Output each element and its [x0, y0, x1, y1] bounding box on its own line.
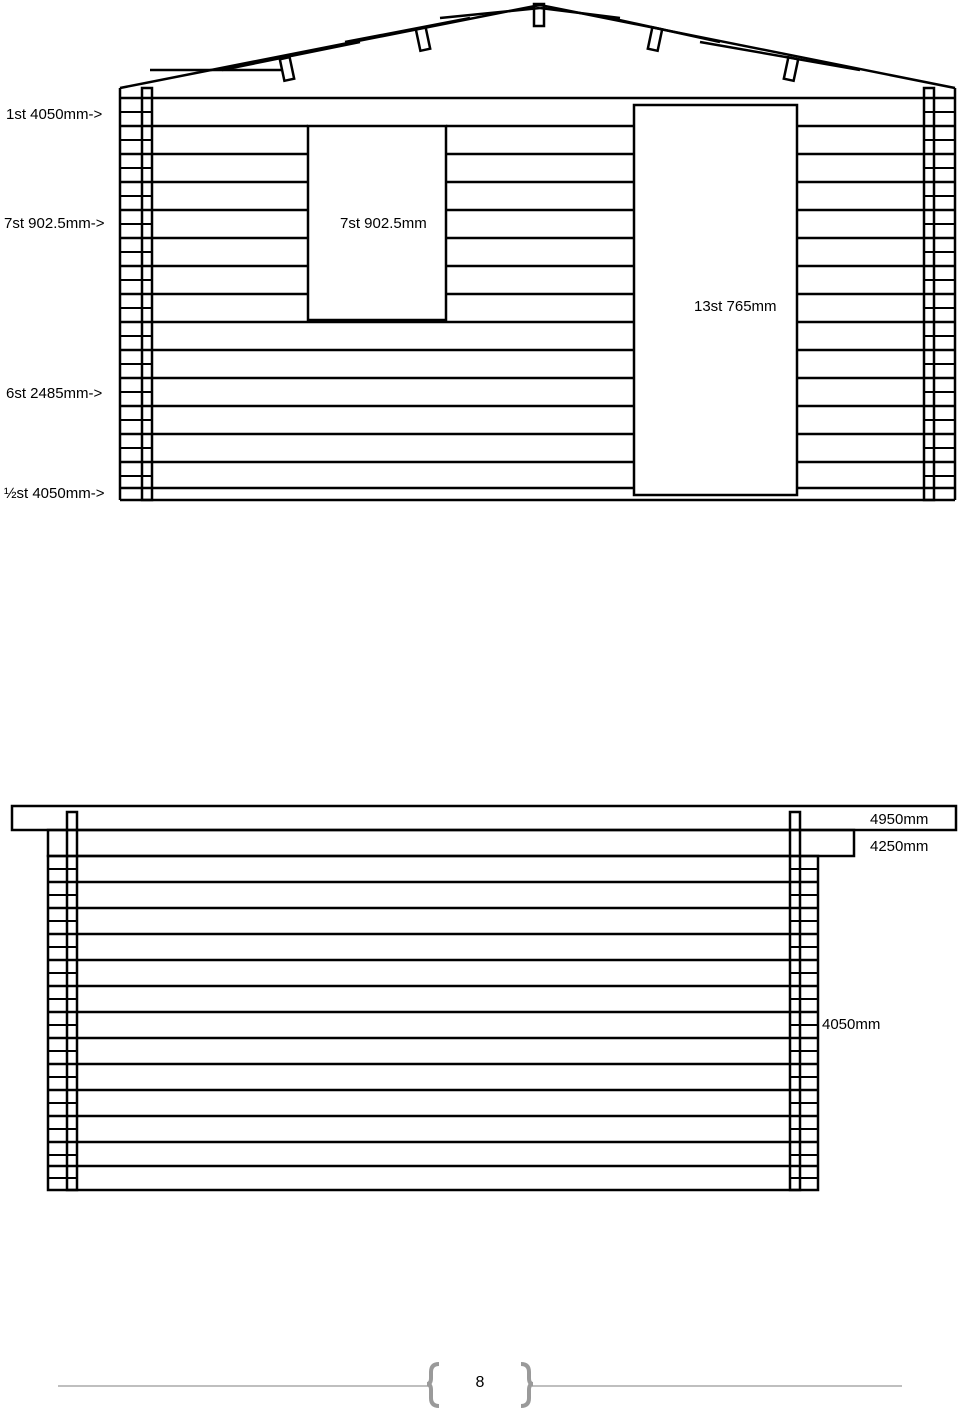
label-door-logs: 13st 765mm — [694, 298, 777, 315]
footer-rule-right — [532, 1385, 902, 1387]
label-half-log: ½st 4050mm-> — [4, 485, 105, 502]
label-wall-logs: 4050mm — [822, 1016, 881, 1033]
label-window-side-logs: 7st 902.5mm-> — [4, 215, 105, 232]
roof-board-top — [12, 806, 956, 830]
label-window-logs: 7st 902.5mm — [340, 215, 427, 232]
footer-rule-left — [58, 1385, 430, 1387]
label-top-log: 1st 4050mm-> — [6, 106, 103, 123]
label-roof-top: 4950mm — [870, 811, 929, 828]
label-roof-second: 4250mm — [870, 838, 929, 855]
roof-board-second — [48, 830, 854, 856]
label-lower-logs: 6st 2485mm-> — [6, 385, 103, 402]
page-number: 8 — [475, 1374, 485, 1391]
side-wall-outline — [48, 856, 818, 1190]
